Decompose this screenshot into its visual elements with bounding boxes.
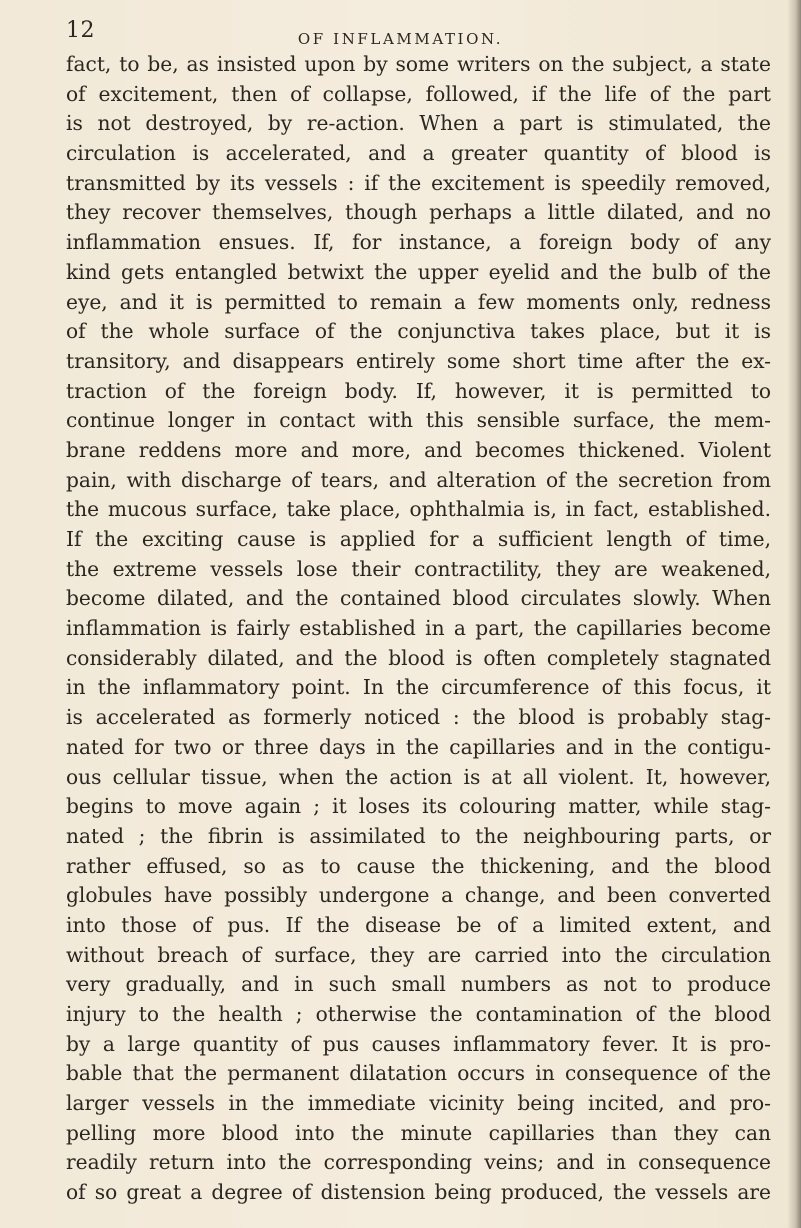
text-line: nated for two or three days in the capillaries and in the contigu- [66,734,771,759]
text-line: of excitement, then of collapse, followed, if the life of the part [66,81,771,106]
page-number: 12 [66,18,95,43]
text-line: brane reddens more and more, and becomes thickened. Violent [66,437,771,462]
text-line: rather effused, so as to cause the thickening, and the blood [66,853,771,878]
text-line: the extreme vessels lose their contractility, they are weakened, [66,556,771,581]
text-line: of the whole surface of the conjunctiva takes place, but it is [66,319,771,344]
body-text [66,50,771,1208]
page-edge-shadow [787,0,801,1228]
running-head: OF INFLAMMATION. [297,30,504,48]
text-line: inflammation ensues. If, for instance, a foreign body of any [66,230,771,255]
text-line: ous cellular tissue, when the action is at all violent. It, however, [66,764,771,789]
text-line: readily return into the corresponding veins; and in consequence [66,1150,771,1175]
text-line: globules have possibly undergone a change, and been converted [66,883,771,908]
text-line: without breach of surface, they are carried into the circulation [66,942,771,967]
text-line: in the inflammatory point. In the circumference of this focus, it [66,675,771,700]
text-line: bable that the permanent dilatation occurs in consequence of the [66,1061,771,1086]
text-line: is not destroyed, by re-action. When a part is stimulated, the [66,111,771,136]
text-line: transitory, and disappears entirely some short time after the ex- [66,348,771,373]
text-line: the mucous surface, take place, ophthalmia is, in fact, established. [66,497,771,522]
text-line: by a large quantity of pus causes inflammatory fever. It is pro- [66,1031,771,1056]
text-line: considerably dilated, and the blood is often completely stagnated [66,645,771,670]
text-line: become dilated, and the contained blood circulates slowly. When [66,586,771,611]
text-line: inflammation is fairly established in a part, the capillaries become [66,616,771,641]
text-line: nated ; the fibrin is assimilated to the neighbouring parts, or [66,823,771,848]
text-line: larger vessels in the immediate vicinity being incited, and pro- [66,1091,771,1116]
text-line: pain, with discharge of tears, and alteration of the secretion from [66,467,771,492]
text-line: eye, and it is permitted to remain a few moments only, redness [66,289,771,314]
text-line: they recover themselves, though perhaps a little dilated, and no [66,200,771,225]
text-line: very gradually, and in such small numbers as not to produce [66,972,771,997]
text-line: kind gets entangled betwixt the upper eyelid and the bulb of the [66,259,771,284]
text-line: of so great a degree of distension being produced, the vessels are [66,1180,771,1205]
text-line: fact, to be, as insisted upon by some writers on the subject, a state [66,52,771,76]
text-line: injury to the health ; otherwise the contamination of the blood [66,1002,771,1026]
text-line: pelling more blood into the minute capillaries than they can [66,1120,771,1145]
text-line: transmitted by its vessels : if the excitement is speedily removed, [66,170,771,195]
text-line: into those of pus. If the disease be of a limited extent, and [66,912,771,937]
text-line: is accelerated as formerly noticed : the blood is probably stag- [66,705,771,730]
text-line: If the exciting cause is applied for a sufficient length of time, [66,527,771,551]
text-line: begins to move again ; it loses its colouring matter, while stag- [66,794,771,819]
text-line: traction of the foreign body. If, however, it is permitted to [66,378,771,403]
text-line: circulation is accelerated, and a greater quantity of blood is [66,141,771,166]
text-line: continue longer in contact with this sensible surface, the mem- [66,408,771,433]
